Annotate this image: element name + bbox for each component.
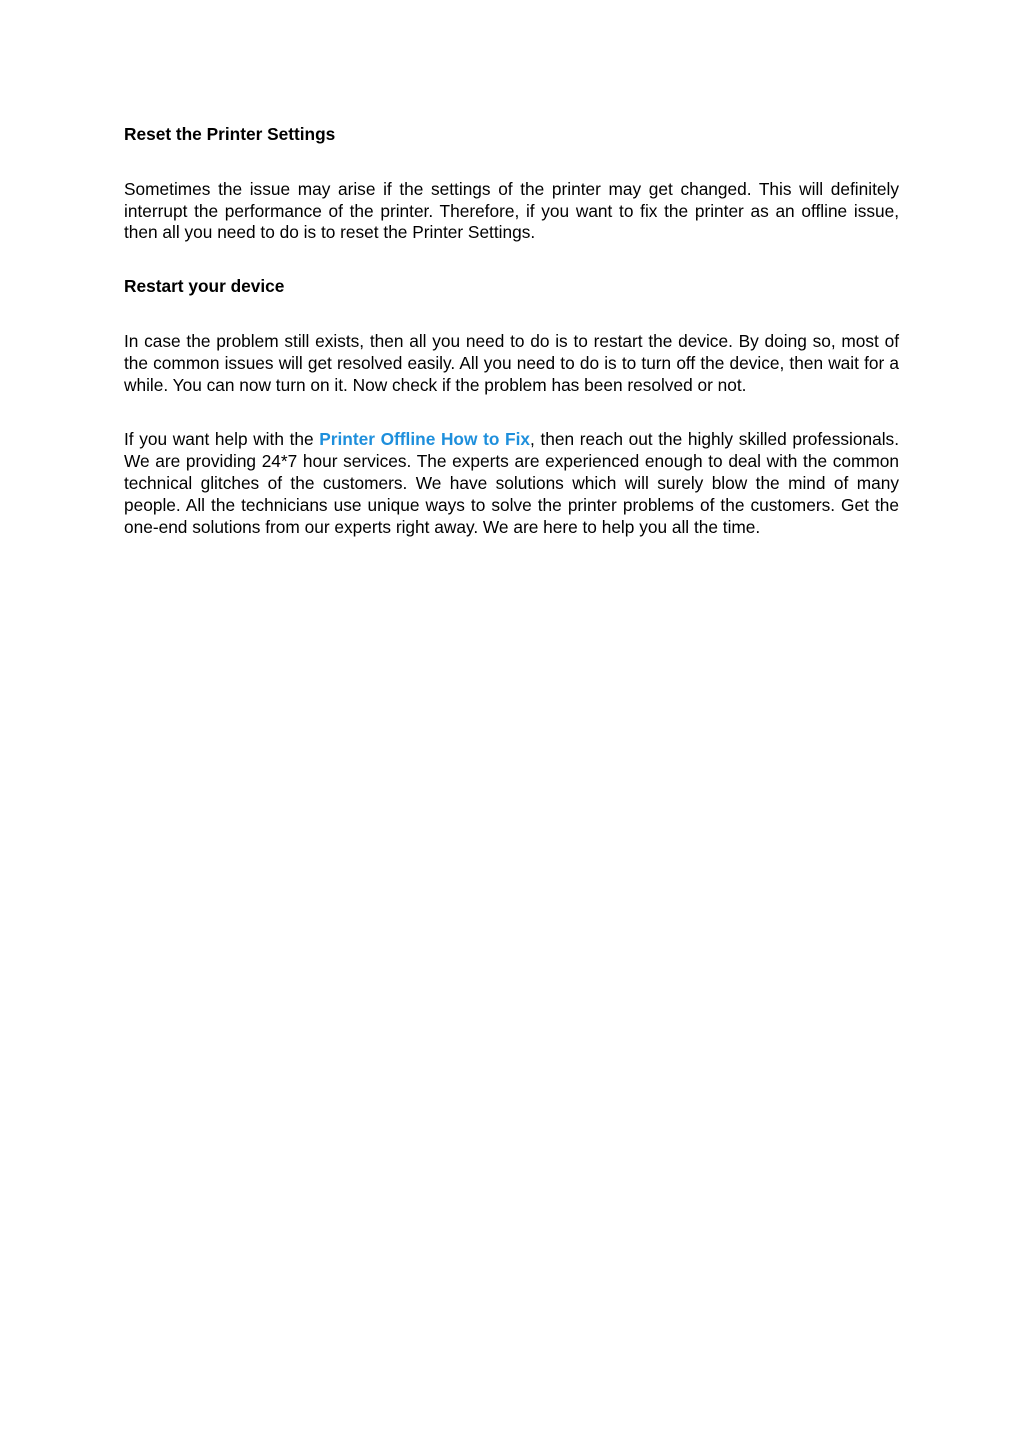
section-paragraph-restart-device: In case the problem still exists, then all you need to do is to restart the device. By doing so, most of the common issues will get resolved easily. All you need to do is to turn off the device, then wait for a while. You can now turn on it. Now check if the problem has been resolved or not. bbox=[124, 330, 899, 395]
document-page bbox=[124, 124, 899, 538]
closing-text-before-link: If you want help with the bbox=[124, 429, 320, 450]
section-heading-restart-device: Restart your device bbox=[124, 276, 285, 297]
section-paragraph-reset-printer-settings: Sometimes the issue may arise if the settings of the printer may get changed. This will definitely interrupt the performance of the printer. Therefore, if you want to fix the printer as an offline issue, then all you need to do is to reset the Printer Settings. bbox=[124, 178, 899, 243]
printer-offline-link[interactable]: Printer Offline How to Fix bbox=[319, 429, 530, 450]
section-heading-reset-printer-settings: Reset the Printer Settings bbox=[124, 124, 336, 144]
closing-paragraph bbox=[124, 429, 899, 538]
closing-text-after-link: , then reach out the highly skilled professionals. We are providing 24*7 hour services. The experts are experienced enough to deal with the common technical glitches of the customers. We have solutions which will surely blow the mind of many people. All the technicians use unique ways to solve the printer problems of the customers. Get the one-end solutions from our experts right away. We are here to help you all the time. bbox=[124, 429, 899, 537]
